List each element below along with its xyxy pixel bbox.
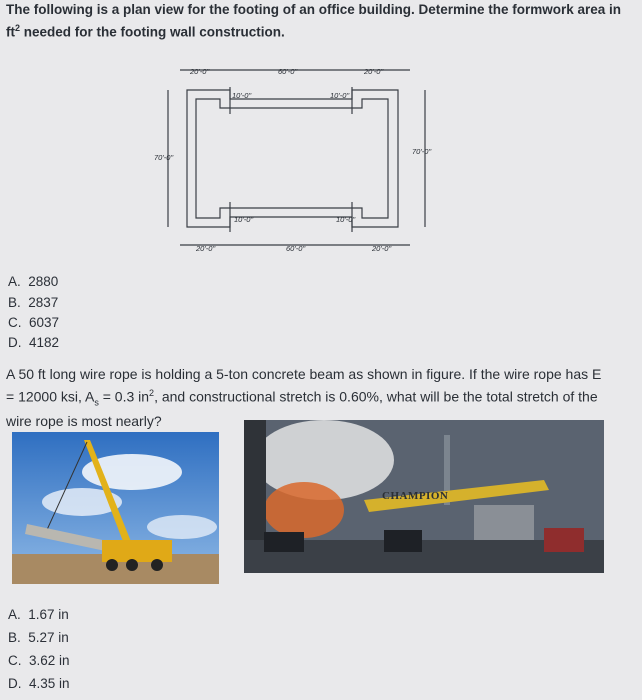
dim-top-left: 20'-0" — [190, 67, 210, 76]
dim-top-mid: 60'-0" — [278, 67, 298, 76]
dim-bottom-left: 20'-0" — [196, 244, 216, 253]
crane-photo — [12, 432, 219, 584]
dim-inner-bottom-right: 10'-0" — [336, 215, 356, 224]
dim-bottom-right: 20'-0" — [372, 244, 392, 253]
q1-option-d[interactable]: D. 4182 — [8, 335, 60, 350]
crane-accident-photo — [244, 420, 604, 573]
q1-option-c[interactable]: C. 6037 — [8, 315, 60, 330]
dim-inner-top-right: 10'-0" — [330, 91, 350, 100]
q2-option-d[interactable]: D. 4.35 in — [8, 676, 70, 691]
q2-option-c[interactable]: C. 3.62 in — [8, 653, 70, 668]
q1-option-a[interactable]: A. 2880 — [8, 274, 59, 289]
question1-text — [6, 0, 621, 42]
dim-right: 70'-0" — [412, 147, 432, 156]
dim-left: 70'-0" — [154, 153, 174, 162]
question1-line2: $ft^2$ needed for the footing wall construction. — [6, 23, 285, 40]
dim-inner-top-left: 10'-0" — [232, 91, 252, 100]
dim-bottom-mid: 60'-0" — [286, 244, 306, 253]
footing-plan-diagram — [150, 62, 450, 262]
question2-line3: wire rope is most nearly? — [6, 413, 162, 430]
q2-option-b[interactable]: B. 5.27 in — [8, 630, 69, 645]
q1-option-b[interactable]: B. 2837 — [8, 295, 59, 310]
question1-line1: The following is a plan view for the footing of an office building. Determine the formwork area in — [6, 2, 622, 17]
question2-line1: A 50 ft long wire rope is holding a 5-ton concrete beam as shown in figure. If the wire rope has E — [6, 366, 602, 382]
q2-option-a[interactable]: A. 1.67 in — [8, 607, 69, 622]
dim-inner-bottom-left: 10'-0" — [234, 215, 254, 224]
question2-line2: = 12000 ksi, $A_s = 0.3$ $in^2$, and constructional stretch is 0.60%, what will be the total stretch of the — [6, 388, 598, 408]
dim-top-right: 20'-0" — [364, 67, 384, 76]
champion-sign: CHAMPION — [382, 490, 449, 502]
